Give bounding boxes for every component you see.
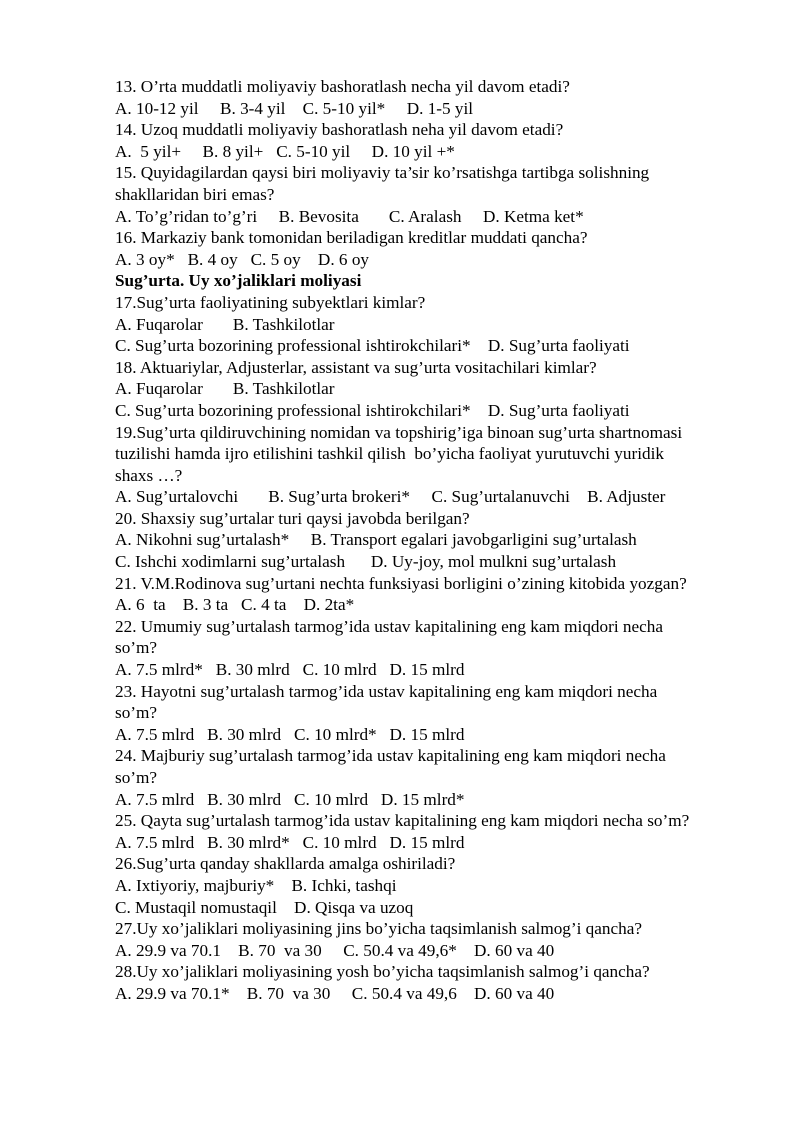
text-line: A. 29.9 va 70.1 B. 70 va 30 C. 50.4 va 49,6* D. 60 va 40 <box>115 940 555 960</box>
text-line: A. 5 yil+ B. 8 yil+ C. 5-10 yil D. 10 yil +* <box>115 141 455 161</box>
text-line: A. Fuqarolar B. Tashkilotlar <box>115 379 335 399</box>
text-line: 24. Majburiy sug’urtalash tarmog’ida ustav kapitalining eng kam miqdori necha <box>115 746 666 766</box>
text-line: 26.Sug’urta qanday shakllarda amalga oshiriladi? <box>115 854 456 874</box>
text-line: A. To’g’ridan to’g’ri B. Bevosita C. Aralash D. Ketma ket* <box>115 206 584 226</box>
text-line: 18. Aktuariylar, Adjusterlar, assistant va sug’urta vositachilari kimlar? <box>115 357 597 377</box>
document-body <box>115 76 755 1005</box>
text-line: C. Mustaqil nomustaqil D. Qisqa va uzoq <box>115 897 414 917</box>
text-line: A. 29.9 va 70.1* B. 70 va 30 C. 50.4 va 49,6 D. 60 va 40 <box>115 983 555 1003</box>
text-line: 14. Uzoq muddatli moliyaviy bashoratlash neha yil davom etadi? <box>115 120 564 140</box>
text-line: A. 7.5 mlrd B. 30 mlrd* C. 10 mlrd D. 15 mlrd <box>115 832 465 852</box>
text-line: 23. Hayotni sug’urtalash tarmog’ida ustav kapitalining eng kam miqdori necha <box>115 681 658 701</box>
text-line: 20. Shaxsiy sug’urtalar turi qaysi javobda berilgan? <box>115 508 470 528</box>
text-line: 27.Uy xo’jaliklari moliyasining jins bo’yicha taqsimlanish salmog’i qancha? <box>115 919 642 939</box>
text-line: A. 10-12 yil B. 3-4 yil C. 5-10 yil* D. 1-5 yil <box>115 98 474 118</box>
text-line: so’m? <box>115 768 158 787</box>
text-line: A. 3 oy* B. 4 oy C. 5 oy D. 6 oy <box>115 249 370 269</box>
text-line: shakllaridan biri emas? <box>115 184 275 204</box>
text-line: 16. Markaziy bank tomonidan beriladigan kreditlar muddati qancha? <box>115 228 588 248</box>
text-line: A. Sug’urtalovchi B. Sug’urta brokeri* C. Sug’urtalanuvchi B. Adjuster <box>115 487 666 507</box>
text-line: C. Sug’urta bozorining professional ishtirokchilari* D. Sug’urta faoliyati <box>115 336 630 356</box>
text-line: 15. Quyidagilardan qaysi biri moliyaviy ta’sir ko’rsatishga tartibga solishning <box>115 163 650 183</box>
text-line: A. 7.5 mlrd B. 30 mlrd C. 10 mlrd D. 15 mlrd* <box>115 789 465 809</box>
text-line: 19.Sug’urta qildiruvchining nomidan va topshirig’iga binoan sug’urta shartnomasi <box>115 422 683 442</box>
text-line: C. Ishchi xodimlarni sug’urtalash D. Uy-joy, mol mulkni sug’urtalash <box>115 552 617 572</box>
text-line: A. Nikohni sug’urtalash* B. Transport egalari javobgarligini sug’urtalash <box>115 530 637 550</box>
text-line: 22. Umumiy sug’urtalash tarmog’ida ustav kapitalining eng kam miqdori necha <box>115 616 663 636</box>
text-line: 28.Uy xo’jaliklari moliyasining yosh bo’yicha taqsimlanish salmog’i qancha? <box>115 962 650 982</box>
text-line: 13. O’rta muddatli moliyaviy bashoratlash necha yil davom etadi? <box>115 77 570 96</box>
text-line: 25. Qayta sug’urtalash tarmog’ida ustav kapitalining eng kam miqdori necha so’m? <box>115 811 690 831</box>
text-line: A. 7.5 mlrd B. 30 mlrd C. 10 mlrd* D. 15 mlrd <box>115 724 465 744</box>
text-line: so’m? <box>115 638 158 658</box>
text-line: A. Ixtiyoriy, majburiy* B. Ichki, tashqi <box>115 875 397 895</box>
text-line: A. 6 ta B. 3 ta C. 4 ta D. 2ta* <box>115 595 355 615</box>
text-line: 17.Sug’urta faoliyatining subyektlari kimlar? <box>115 292 426 312</box>
text-line: C. Sug’urta bozorining professional ishtirokchilari* D. Sug’urta faoliyati <box>115 400 630 420</box>
text-line: A. Fuqarolar B. Tashkilotlar <box>115 314 335 334</box>
text-line: 21. V.M.Rodinova sug’urtani nechta funksiyasi borligini o’zining kitobida yozgan? <box>115 573 687 593</box>
text-line: tuzilishi hamda ijro etilishini tashkil qilish bo’yicha faoliyat yurutuvchi yuridik <box>115 444 664 464</box>
text-line: shaxs …? <box>115 465 183 485</box>
section-heading: Sug’urta. Uy xo’jaliklari moliyasi <box>115 271 362 291</box>
text-line: so’m? <box>115 703 158 723</box>
text-line: A. 7.5 mlrd* B. 30 mlrd C. 10 mlrd D. 15 mlrd <box>115 660 465 680</box>
